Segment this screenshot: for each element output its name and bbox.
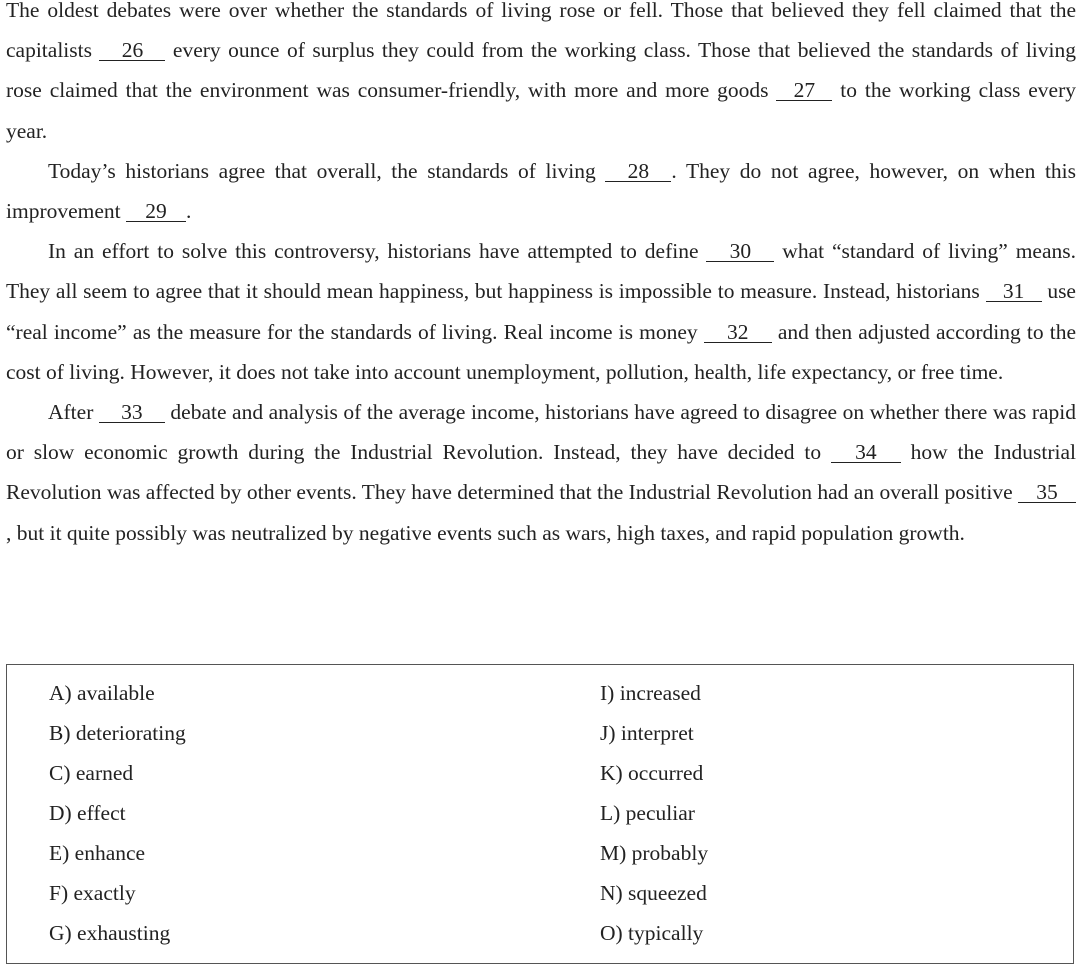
blank-34: 34 — [831, 442, 901, 463]
option-k: K) occurred — [600, 761, 704, 785]
option-m: M) probably — [600, 841, 709, 865]
option-e: E) enhance — [49, 841, 146, 865]
paragraph-4: After 33 debate and analysis of the average income, historians have agreed to disagree on whether there was rapid or slow economic growth during the Industrial Revolution. Instead, they have decided to 34 how the Industrial Revolution was affected by other events. They have determined that the Industrial Revolution had an overall positive 35, but it quite possibly was neutralized by negative events such as wars, high taxes, and rapid population growth. — [6, 400, 1076, 545]
option-f: F) exactly — [49, 881, 136, 905]
blank-29: 29 — [126, 201, 186, 222]
option-n: N) squeezed — [600, 881, 707, 905]
blank-26: 26 — [99, 40, 165, 61]
blank-32: 32 — [704, 322, 772, 343]
option-d: D) effect — [49, 801, 126, 825]
reading-passage — [6, 0, 1076, 553]
option-j: J) interpret — [600, 721, 694, 745]
paragraph-2: Today’s historians agree that overall, the standards of living 28 . They do not agree, however, on when this improvement 29 . — [6, 158, 1077, 224]
blank-28: 28 — [605, 161, 671, 182]
option-a: A) available — [49, 681, 155, 705]
blank-33: 33 — [99, 402, 165, 423]
option-b: B) deteriorating — [49, 721, 186, 745]
paragraph-1: The oldest debates were over whether the standards of living rose or fell. Those that believed they fell claimed that the capitalists 26 every ounce of surplus they could from the working class. Those that believed the standards of living rose claimed that the environment was consumer-friendly, with more and more goods 27 to the working class every year. — [6, 0, 1077, 143]
option-l: L) peculiar — [600, 801, 695, 825]
word-bank-box — [6, 664, 1074, 964]
blank-30: 30 — [706, 241, 774, 262]
paragraph-3: In an effort to solve this controversy, historians have attempted to define 30 what “standard of living” means. They all seem to agree that it should mean happiness, but happiness is impossible to measure. Instead, historians 31 use “real income” as the measure for the standards of living. Real income is money 32 and then adjusted according to the cost of living. However, it does not take into account unemployment, pollution, health, life expectancy, or free time. — [6, 239, 1076, 384]
blank-31: 31 — [986, 281, 1042, 302]
option-g: G) exhausting — [49, 921, 171, 945]
option-o: O) typically — [600, 921, 704, 945]
blank-35: 35 — [1018, 482, 1076, 503]
blank-27: 27 — [776, 80, 832, 101]
option-c: C) earned — [49, 761, 134, 785]
option-i: I) increased — [600, 681, 701, 705]
